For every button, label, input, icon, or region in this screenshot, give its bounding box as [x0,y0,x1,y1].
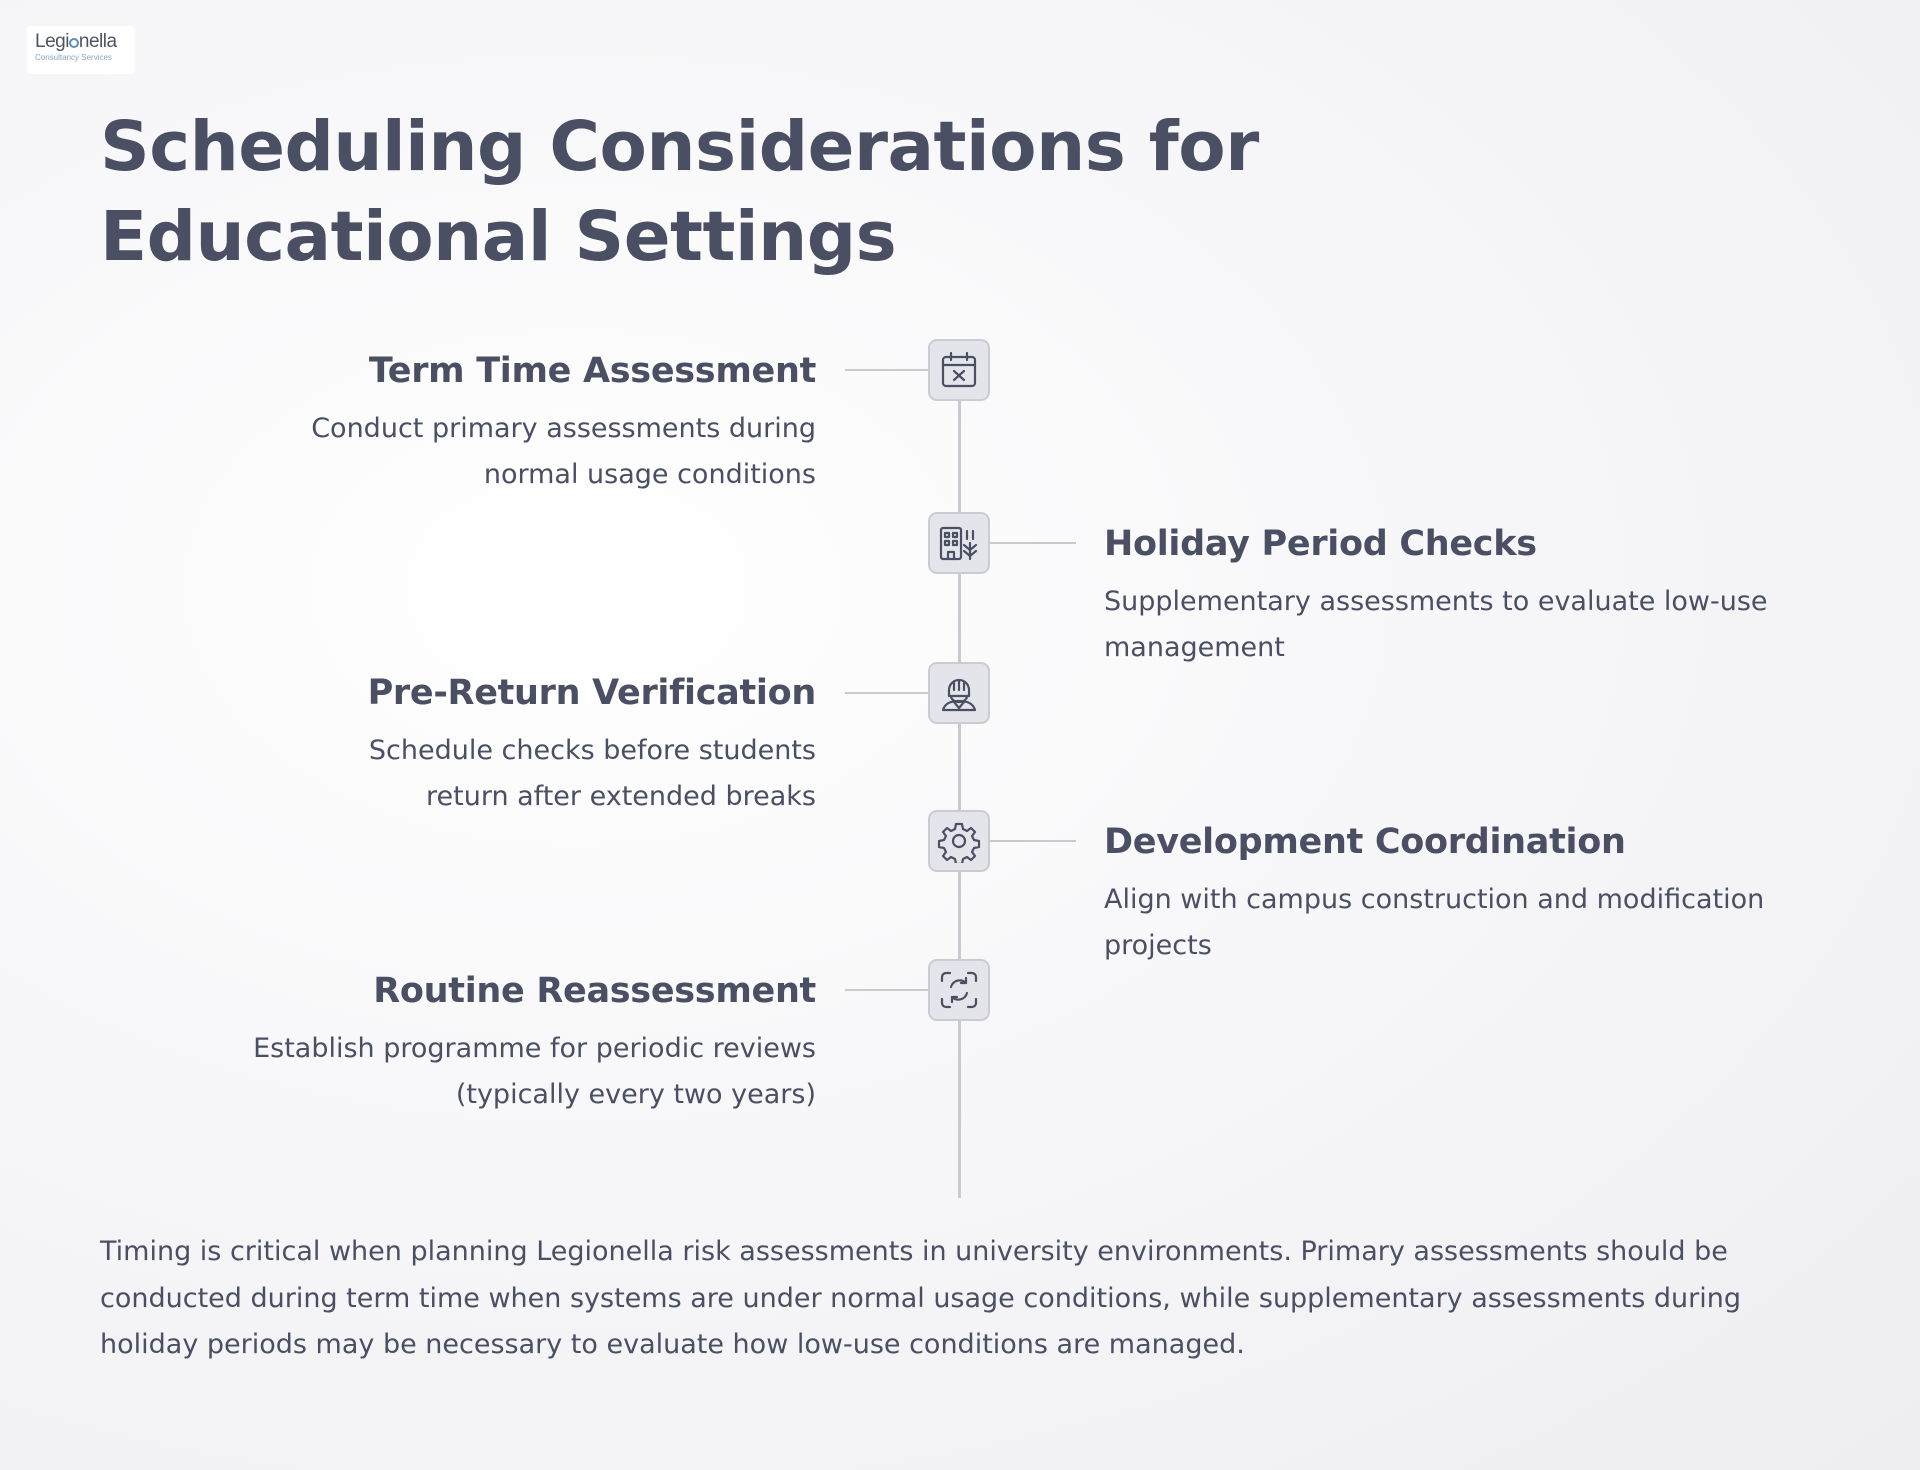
refresh-scan-icon [937,968,981,1012]
item-title: Routine Reassessment [373,971,816,1011]
logo-wordmark: Legi nella [35,31,117,52]
timeline-node-term-time [928,339,990,401]
connector-pre-return [845,692,929,694]
logo-o-mark [69,38,79,48]
item-title: Development Coordination [1104,822,1626,862]
item-title: Holiday Period Checks [1104,524,1537,564]
building-tree-icon [937,521,981,565]
item-description: Schedule checks before students return after extended breaks [368,735,816,812]
timeline-item-holiday [1104,519,1824,671]
calendar-x-icon [937,348,981,392]
timeline-node-holiday [928,512,990,574]
item-description: Align with campus construction and modification projects [1104,884,1765,961]
item-description: Establish programme for periodic reviews (typically every two years) [253,1033,816,1110]
timeline-node-development [928,810,990,872]
timeline-item-term-time [96,346,816,498]
timeline-item-pre-return [96,668,816,820]
company-logo [27,26,135,74]
timeline-item-development [1104,817,1824,969]
logo-subtitle: Consultancy Services [35,53,112,62]
connector-development [990,840,1076,842]
timeline-node-pre-return [928,662,990,724]
page-title: Scheduling Considerations for Educational Settings [100,107,1259,277]
item-title: Pre-Return Verification [367,673,816,713]
connector-term-time [845,369,929,371]
summary-paragraph: Timing is critical when planning Legionella risk assessments in university environments. Primary assessments should be conducted during term time when systems are under normal usage conditions, while supplementary assessments during holiday periods may be necessary to evaluate how low-use conditions are managed. [100,1236,1742,1360]
timeline-item-routine [96,966,816,1118]
inspector-icon [937,671,981,715]
timeline-node-routine [928,959,990,1021]
item-description: Supplementary assessments to evaluate low-use management [1104,586,1768,663]
gear-icon [937,819,981,863]
timeline-line [958,372,961,1198]
item-description: Conduct primary assessments during normal usage conditions [311,413,816,490]
connector-holiday [990,542,1076,544]
connector-routine [845,989,929,991]
item-title: Term Time Assessment [368,351,816,391]
